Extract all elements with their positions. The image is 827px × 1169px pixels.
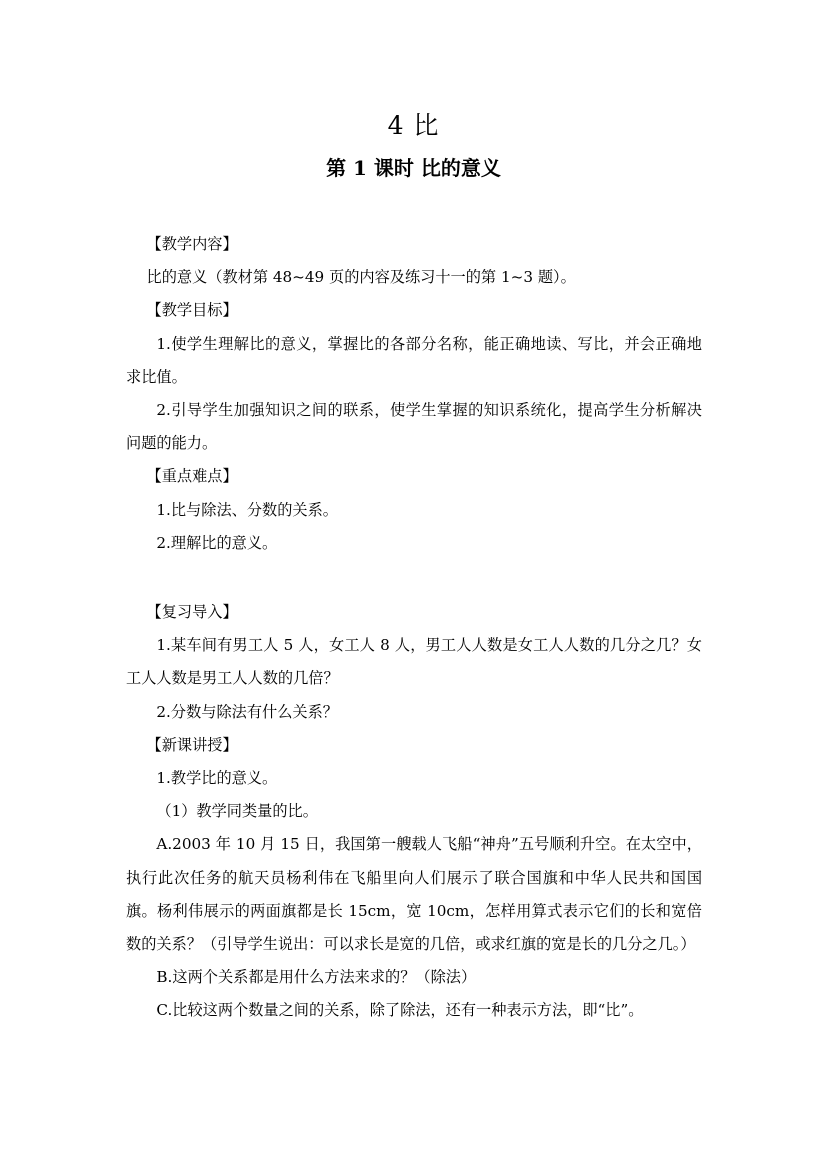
teaching-goal-1: 1.使学生理解比的意义，掌握比的各部分名称，能正确地读、写比，并会正确地求比值。 <box>126 334 702 386</box>
paragraph-b: B.这两个关系都是用什么方法来求的？（除法） <box>156 968 477 987</box>
teaching-content-heading: 【教学内容】 <box>146 235 238 253</box>
key-point-1: 1.比与除法、分数的关系。 <box>156 500 338 519</box>
lesson-title: 第 1 课时 比的意义 <box>326 156 501 180</box>
review-question-1: 1.某车间有男工人 5 人，女工人 8 人，男工人人数是女工人人数的几分之几？女工人人数是男工人人数的几倍？ <box>126 636 702 688</box>
teaching-process-section <box>126 596 702 1028</box>
new-lesson-substep: （1）教学同类量的比。 <box>156 802 318 821</box>
teaching-goal-2: 2.引导学生加强知识之间的联系，使学生掌握的知识系统化，提高学生分析解决问题的能力。 <box>126 401 702 453</box>
teaching-goals-heading: 【教学目标】 <box>146 301 238 320</box>
new-lesson-step-1: 1.教学比的意义。 <box>156 769 278 788</box>
chapter-title: 4 比 <box>387 111 440 140</box>
key-points-heading: 【重点难点】 <box>146 467 238 486</box>
paragraph-a: A.2003 年 10 月 15 日，我国第一艘载人飞船“神舟”五号顺利升空。在太空中，执行此次任务的航天员杨利伟在飞船里向人们展示了联合国旗和中华人民共和国国旗。杨利伟展示的两面旗都是长 15cm，宽 10cm，怎样用算式表示它们的长和宽倍数的关系？（引导学生说出：可以求长是宽的几倍，或求红旗的宽是长的几分之几。） <box>126 835 702 954</box>
teaching-content-text: 比的意义（教材第 48~49 页的内容及练习十一的第 1~3 题）。 <box>146 268 576 287</box>
new-lesson-heading: 【新课讲授】 <box>146 735 238 754</box>
teaching-plan-section <box>126 228 702 560</box>
key-point-2: 2.理解比的意义。 <box>156 533 278 552</box>
paragraph-c: C.比较这两个数量之间的关系，除了除法，还有一种表示方法，即“比”。 <box>156 1001 644 1020</box>
review-heading: 【复习导入】 <box>146 603 238 621</box>
review-question-2: 2.分数与除法有什么关系？ <box>156 702 338 721</box>
